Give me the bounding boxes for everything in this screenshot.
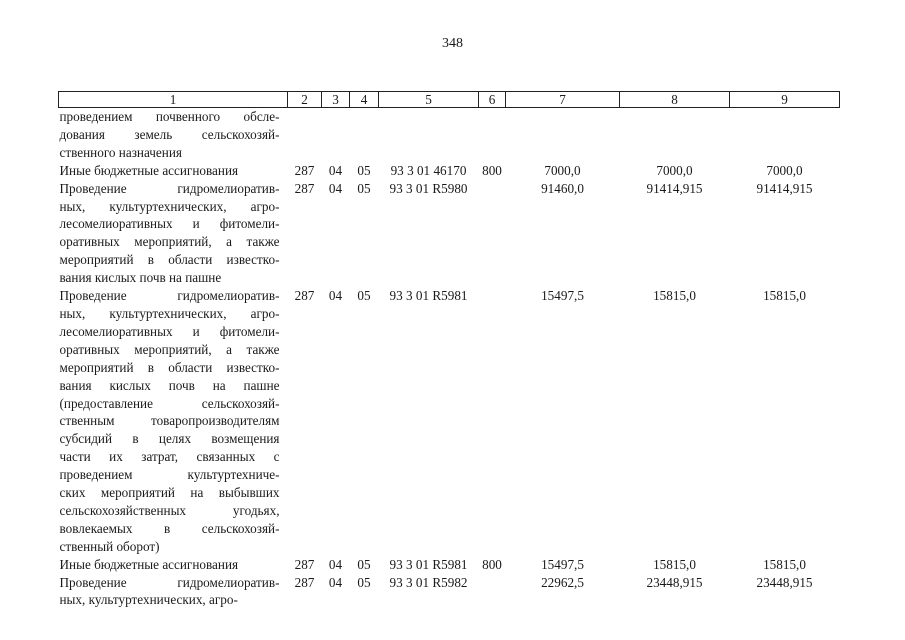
budget-table [58,91,840,609]
row-code-admin: 287 [294,180,315,196]
column-header-9: 9 [730,92,840,108]
row-code-expense-type [479,108,506,162]
row-code-target: 93 3 01 R5981 [389,556,468,572]
row-amount-col9: 23448,915 [756,574,813,590]
description-line: Проведение гидромелиоратив- [59,574,280,590]
description-line: лесомелиоративных и фитомели- [59,323,280,339]
table-row [59,287,840,556]
row-description [59,574,288,610]
column-header-8: 8 [620,92,730,108]
description-line: вания кислых почв на пашне [59,377,280,393]
row-code-admin: 287 [294,162,315,178]
row-amount-col8: 15815,0 [653,556,696,572]
row-code-target: 93 3 01 R5980 [389,180,468,196]
column-header-2: 2 [288,92,322,108]
description-line: лесомелиоративных и фитомели- [59,216,280,232]
row-code-admin: 287 [294,556,315,572]
row-amount-col8: 7000,0 [656,162,693,178]
row-code-expense-type: 800 [482,162,502,178]
description-line: ственного назначения [59,144,182,160]
row-code-expense-type [479,180,506,287]
column-header-3: 3 [322,92,350,108]
row-code-expense-type [479,574,506,610]
row-amount-col8: 23448,915 [646,574,703,590]
row-code-section: 04 [328,574,343,590]
description-line: мероприятий в области известко- [59,359,280,375]
table-row [59,180,840,287]
row-code-section [322,108,350,162]
description-line: сельскохозяйственных угодьях, [59,502,280,518]
row-code-admin: 287 [294,574,315,590]
description-line: ственным товаропроизводителям [59,413,280,429]
description-line: ных, культуртехнических, агро- [59,305,280,321]
description-line: Проведение гидромелиоратив- [59,180,280,196]
description-line: проведением почвенного обсле- [59,109,280,124]
row-code-section: 04 [328,556,343,572]
row-code-subsection: 05 [357,288,371,304]
row-code-target [379,108,479,162]
row-code-subsection [350,108,379,162]
row-code-target: 93 3 01 R5982 [389,574,468,590]
table-row [59,108,840,162]
row-code-section: 04 [328,288,343,304]
row-amount-col9 [730,108,840,162]
row-amount-col7: 91460,0 [541,180,584,196]
row-code-target: 93 3 01 R5981 [389,288,468,304]
row-amount-col8 [620,108,730,162]
column-header-4: 4 [350,92,379,108]
table-row [59,574,840,610]
description-line: вовлекаемых в сельскохозяй- [59,520,280,536]
column-header-1: 1 [59,92,288,108]
row-description [59,108,288,162]
row-amount-col7: 15497,5 [541,556,584,572]
row-amount-col9: 15815,0 [763,556,806,572]
description-line: мероприятий в области известко- [59,252,280,268]
description-line: части их затрат, связанных с [59,449,280,465]
row-code-admin: 287 [294,288,315,304]
row-amount-col9: 7000,0 [766,162,803,178]
column-header-7: 7 [506,92,620,108]
row-amount-col8: 15815,0 [653,288,696,304]
row-amount-col8: 91414,915 [646,180,703,196]
description-line: (предоставление сельскохозяй- [59,395,280,411]
row-amount-col7: 22962,5 [541,574,584,590]
column-header-6: 6 [479,92,506,108]
table-header-row [59,92,840,108]
row-code-expense-type [479,287,506,556]
page-number: 348 [442,36,463,51]
row-amount-col7: 15497,5 [541,288,584,304]
row-code-subsection: 05 [357,180,371,196]
row-code-expense-type: 800 [482,556,502,572]
row-amount-col7 [506,108,620,162]
description-line: оративных мероприятий, а также [59,341,280,357]
row-code-admin [288,108,322,162]
description-line: оративных мероприятий, а также [59,234,280,250]
description-line: субсидий в целях возмещения [59,431,280,447]
row-code-subsection: 05 [357,162,371,178]
description-line: дования земель сельскохозяй- [59,126,280,142]
row-amount-col9: 15815,0 [763,288,806,304]
description-line: Проведение гидромелиоратив- [59,288,280,304]
description-line: Иные бюджетные ассигнования [59,556,239,572]
row-code-target: 93 3 01 46170 [390,162,467,178]
row-code-section: 04 [328,180,343,196]
row-amount-col7: 7000,0 [544,162,581,178]
description-line: вания кислых почв на пашне [59,270,222,286]
row-description [59,287,288,556]
description-line: ных, культуртехнических, агро- [59,592,238,608]
row-description [59,180,288,287]
table-body [59,108,840,610]
description-line: ственный оборот) [59,538,160,554]
description-line: проведением культуртехниче- [59,467,280,483]
description-line: ских мероприятий на выбывших [59,485,280,501]
table-row [59,162,840,180]
description-line: ных, культуртехнических, агро- [59,198,280,214]
description-line: Иные бюджетные ассигнования [59,162,239,178]
row-amount-col9: 91414,915 [756,180,813,196]
column-header-5: 5 [379,92,479,108]
row-description [59,162,288,180]
table-row [59,556,840,574]
row-description [59,556,288,574]
row-code-section: 04 [328,162,343,178]
row-code-subsection: 05 [357,574,371,590]
row-code-subsection: 05 [357,556,371,572]
